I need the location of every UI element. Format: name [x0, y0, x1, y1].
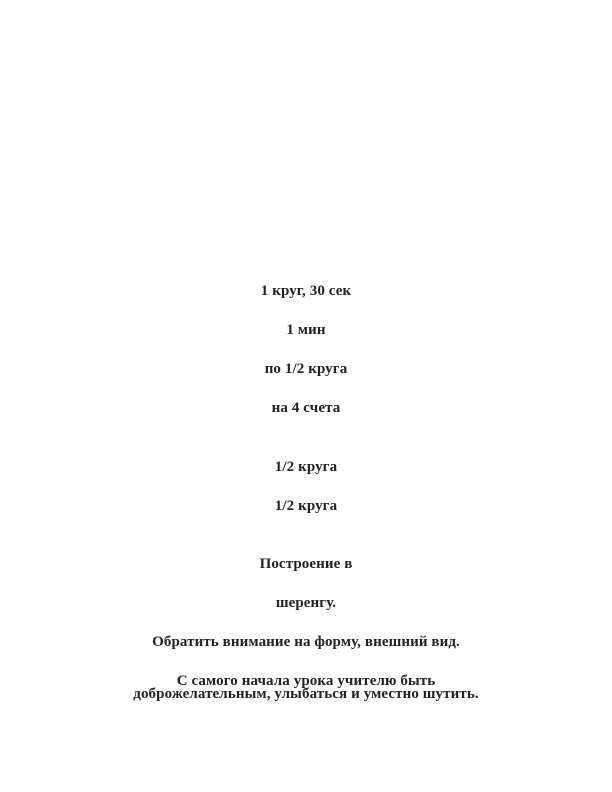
text-line-uniform-note: Обратить внимание на форму, внешний вид. — [152, 634, 460, 650]
text-line-half-lap-each: по 1/2 круга — [264, 361, 348, 377]
text-line-teacher-note-1: С самого начала урока учителю быть — [176, 673, 436, 689]
text-line-rank: шеренгу. — [275, 595, 337, 611]
text-line-half-lap-2: 1/2 круга — [274, 498, 338, 514]
text-line-formation: Построение в — [259, 556, 353, 572]
text-line-four-counts: на 4 счета — [271, 400, 341, 416]
text-line-teacher-note-2: доброжелательным, улыбаться и уместно шутить. — [133, 686, 479, 702]
text-line-duration-lap: 1 круг, 30 сек — [260, 283, 352, 299]
text-line-half-lap-1: 1/2 круга — [274, 459, 338, 475]
text-line-duration-minute: 1 мин — [286, 322, 326, 338]
